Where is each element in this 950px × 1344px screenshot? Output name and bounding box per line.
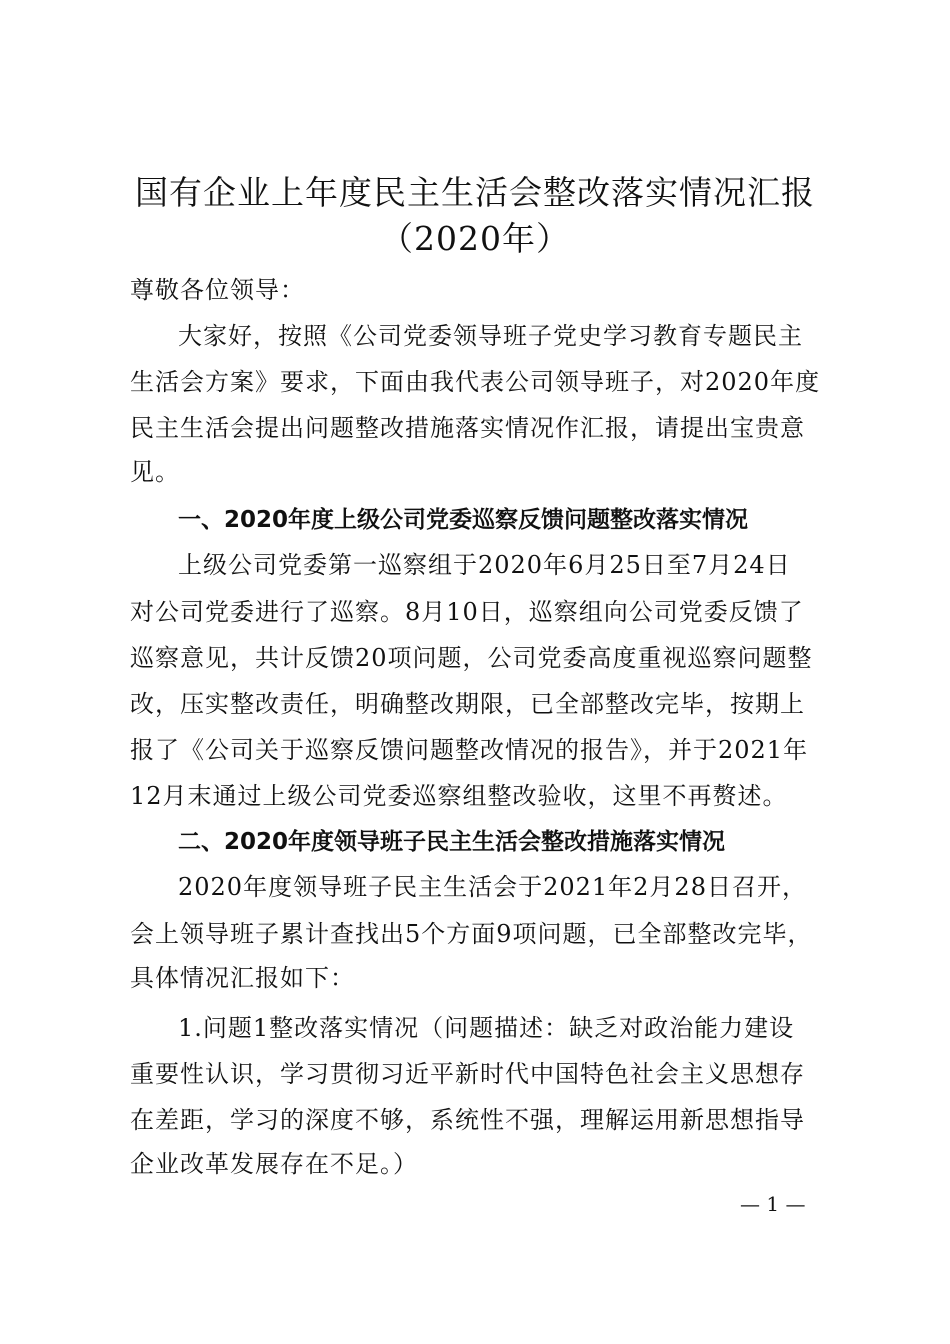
intro-line: 生活会方案》要求，下面由我代表公司领导班子，对2020年度	[130, 368, 821, 396]
document-title: 国有企业上年度民主生活会整改落实情况汇报	[135, 173, 815, 212]
section-1-heading: 一、2020年度上级公司党委巡察反馈问题整改落实情况	[178, 507, 749, 533]
item-1-line: 重要性认识，学习贯彻习近平新时代中国特色社会主义思想存	[130, 1060, 805, 1088]
section-2-heading: 二、2020年度领导班子民主生活会整改措施落实情况	[178, 829, 726, 855]
section-1-line: 上级公司党委第一巡察组于2020年6月25日至7月24日	[178, 551, 791, 579]
page-number: — 1 —	[740, 1192, 806, 1216]
item-1-line: 企业改革发展存在不足。）	[130, 1150, 418, 1178]
section-1-line: 改，压实整改责任，明确整改期限，已全部整改完毕，按期上	[130, 690, 805, 718]
section-1-line: 报了《公司关于巡察反馈问题整改情况的报告》，并于2021年	[130, 736, 809, 764]
section-2-line: 2020年度领导班子民主生活会于2021年2月28日召开，	[178, 873, 807, 901]
section-1-line: 12月末通过上级公司党委巡察组整改验收，这里不再赘述。	[130, 782, 788, 810]
salutation: 尊敬各位领导：	[130, 276, 305, 304]
intro-line: 大家好，按照《公司党委领导班子党史学习教育专题民主	[178, 322, 803, 350]
document-subtitle-year: （2020年）	[380, 219, 570, 258]
item-1-line: 在差距，学习的深度不够，系统性不强，理解运用新思想指导	[130, 1106, 805, 1134]
section-2-line: 会上领导班子累计查找出5个方面9项问题，已全部整改完毕，	[130, 920, 813, 948]
section-1-line: 巡察意见，共计反馈20项问题，公司党委高度重视巡察问题整	[130, 644, 813, 672]
section-2-line: 具体情况汇报如下：	[130, 964, 355, 992]
item-1-line: 1.问题1整改落实情况（问题描述：缺乏对政治能力建设	[178, 1014, 795, 1042]
intro-line: 民主生活会提出问题整改措施落实情况作汇报，请提出宝贵意	[130, 414, 805, 442]
section-1-line: 对公司党委进行了巡察。8月10日，巡察组向公司党委反馈了	[130, 598, 804, 626]
intro-line: 见。	[130, 458, 180, 486]
